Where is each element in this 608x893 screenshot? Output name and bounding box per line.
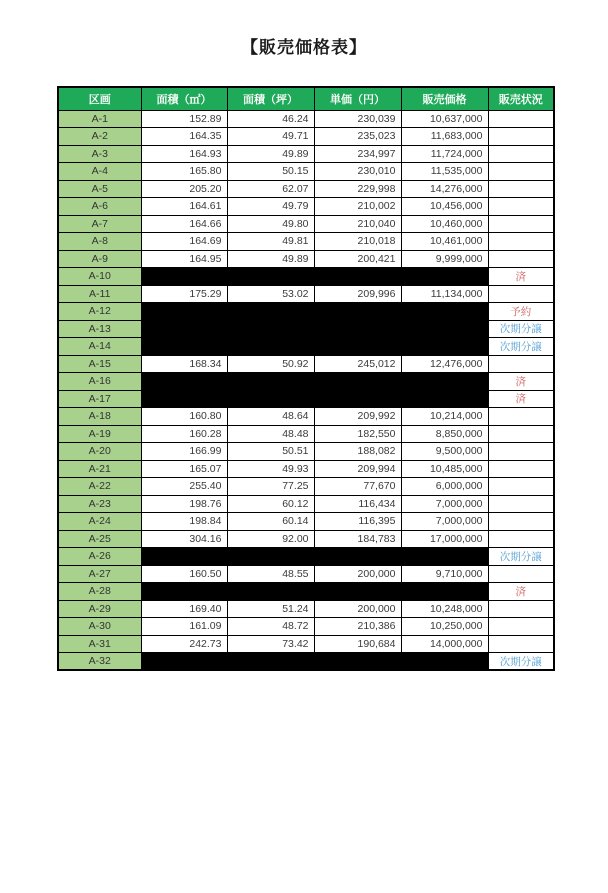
redacted-cell <box>141 390 488 408</box>
sale-price-cell: 11,134,000 <box>401 285 488 303</box>
status-cell: 次期分譲 <box>488 653 554 671</box>
status-cell <box>488 215 554 233</box>
status-cell <box>488 198 554 216</box>
sale-price-cell: 14,276,000 <box>401 180 488 198</box>
lot-cell: A-30 <box>58 618 141 636</box>
redacted-cell <box>141 338 488 356</box>
table-row <box>58 495 554 513</box>
table-row <box>58 198 554 216</box>
lot-cell: A-5 <box>58 180 141 198</box>
area-m2-cell: 166.99 <box>141 443 227 461</box>
unit-price-cell: 210,002 <box>314 198 401 216</box>
unit-price-cell: 209,994 <box>314 460 401 478</box>
lot-cell: A-17 <box>58 390 141 408</box>
sale-price-cell: 10,461,000 <box>401 233 488 251</box>
price-table-body <box>58 110 554 670</box>
area-tsubo-cell: 49.89 <box>227 250 314 268</box>
header-sale-status: 販売状況 <box>488 87 554 110</box>
area-m2-cell: 164.93 <box>141 145 227 163</box>
status-cell <box>488 513 554 531</box>
redacted-cell <box>141 653 488 671</box>
sale-price-cell: 10,485,000 <box>401 460 488 478</box>
area-tsubo-cell: 49.80 <box>227 215 314 233</box>
status-cell <box>488 408 554 426</box>
unit-price-cell: 182,550 <box>314 425 401 443</box>
lot-cell: A-28 <box>58 583 141 601</box>
area-tsubo-cell: 50.92 <box>227 355 314 373</box>
sale-price-cell: 8,850,000 <box>401 425 488 443</box>
header-lot: 区画 <box>58 87 141 110</box>
table-row <box>58 425 554 443</box>
lot-cell: A-22 <box>58 478 141 496</box>
unit-price-cell: 190,684 <box>314 635 401 653</box>
lot-cell: A-10 <box>58 268 141 286</box>
status-cell <box>488 425 554 443</box>
area-tsubo-cell: 73.42 <box>227 635 314 653</box>
area-m2-cell: 255.40 <box>141 478 227 496</box>
sale-price-cell: 7,000,000 <box>401 513 488 531</box>
unit-price-cell: 116,434 <box>314 495 401 513</box>
sale-price-cell: 11,535,000 <box>401 163 488 181</box>
status-cell: 済 <box>488 583 554 601</box>
redacted-cell <box>141 268 488 286</box>
status-cell <box>488 565 554 583</box>
price-table <box>57 86 555 671</box>
table-row <box>58 128 554 146</box>
area-tsubo-cell: 49.79 <box>227 198 314 216</box>
area-tsubo-cell: 49.89 <box>227 145 314 163</box>
area-m2-cell: 160.80 <box>141 408 227 426</box>
lot-cell: A-31 <box>58 635 141 653</box>
status-cell <box>488 233 554 251</box>
table-row <box>58 373 554 391</box>
area-m2-cell: 164.69 <box>141 233 227 251</box>
price-table-header <box>58 87 554 110</box>
area-m2-cell: 165.80 <box>141 163 227 181</box>
area-m2-cell: 169.40 <box>141 600 227 618</box>
unit-price-cell: 188,082 <box>314 443 401 461</box>
sale-price-cell: 7,000,000 <box>401 495 488 513</box>
area-tsubo-cell: 60.14 <box>227 513 314 531</box>
sale-price-cell: 10,460,000 <box>401 215 488 233</box>
status-cell <box>488 163 554 181</box>
area-tsubo-cell: 48.64 <box>227 408 314 426</box>
lot-cell: A-1 <box>58 110 141 128</box>
unit-price-cell: 200,421 <box>314 250 401 268</box>
area-tsubo-cell: 50.51 <box>227 443 314 461</box>
area-m2-cell: 304.16 <box>141 530 227 548</box>
table-row <box>58 513 554 531</box>
sale-price-cell: 10,248,000 <box>401 600 488 618</box>
unit-price-cell: 209,996 <box>314 285 401 303</box>
status-cell: 済 <box>488 390 554 408</box>
lot-cell: A-21 <box>58 460 141 478</box>
table-row <box>58 233 554 251</box>
area-tsubo-cell: 48.48 <box>227 425 314 443</box>
lot-cell: A-7 <box>58 215 141 233</box>
unit-price-cell: 230,010 <box>314 163 401 181</box>
area-tsubo-cell: 92.00 <box>227 530 314 548</box>
lot-cell: A-12 <box>58 303 141 321</box>
table-row <box>58 250 554 268</box>
status-cell <box>488 145 554 163</box>
area-tsubo-cell: 62.07 <box>227 180 314 198</box>
status-cell <box>488 600 554 618</box>
sale-price-cell: 10,637,000 <box>401 110 488 128</box>
sale-price-cell: 9,710,000 <box>401 565 488 583</box>
lot-cell: A-25 <box>58 530 141 548</box>
unit-price-cell: 210,386 <box>314 618 401 636</box>
unit-price-cell: 245,012 <box>314 355 401 373</box>
status-cell <box>488 128 554 146</box>
unit-price-cell: 116,395 <box>314 513 401 531</box>
area-m2-cell: 164.35 <box>141 128 227 146</box>
area-tsubo-cell: 77.25 <box>227 478 314 496</box>
area-m2-cell: 242.73 <box>141 635 227 653</box>
redacted-cell <box>141 548 488 566</box>
unit-price-cell: 229,998 <box>314 180 401 198</box>
status-cell: 次期分譲 <box>488 548 554 566</box>
area-m2-cell: 205.20 <box>141 180 227 198</box>
table-row <box>58 618 554 636</box>
status-cell <box>488 618 554 636</box>
lot-cell: A-4 <box>58 163 141 181</box>
lot-cell: A-24 <box>58 513 141 531</box>
status-cell <box>488 355 554 373</box>
area-tsubo-cell: 50.15 <box>227 163 314 181</box>
redacted-cell <box>141 303 488 321</box>
header-sale-price: 販売価格 <box>401 87 488 110</box>
area-tsubo-cell: 46.24 <box>227 110 314 128</box>
lot-cell: A-27 <box>58 565 141 583</box>
status-cell <box>488 285 554 303</box>
unit-price-cell: 234,997 <box>314 145 401 163</box>
sale-price-cell: 10,250,000 <box>401 618 488 636</box>
unit-price-cell: 184,783 <box>314 530 401 548</box>
page-title: 【販売価格表】 <box>241 38 367 57</box>
area-tsubo-cell: 60.12 <box>227 495 314 513</box>
table-row <box>58 320 554 338</box>
header-row <box>58 87 554 110</box>
unit-price-cell: 210,018 <box>314 233 401 251</box>
status-cell <box>488 460 554 478</box>
table-row <box>58 408 554 426</box>
status-cell <box>488 180 554 198</box>
area-m2-cell: 164.61 <box>141 198 227 216</box>
table-row <box>58 635 554 653</box>
lot-cell: A-20 <box>58 443 141 461</box>
status-cell: 済 <box>488 268 554 286</box>
lot-cell: A-26 <box>58 548 141 566</box>
area-m2-cell: 161.09 <box>141 618 227 636</box>
lot-cell: A-19 <box>58 425 141 443</box>
sale-price-cell: 17,000,000 <box>401 530 488 548</box>
lot-cell: A-32 <box>58 653 141 671</box>
unit-price-cell: 200,000 <box>314 600 401 618</box>
area-tsubo-cell: 49.81 <box>227 233 314 251</box>
header-area-m2: 面積（㎡） <box>141 87 227 110</box>
lot-cell: A-11 <box>58 285 141 303</box>
sale-price-cell: 6,000,000 <box>401 478 488 496</box>
table-row <box>58 145 554 163</box>
area-m2-cell: 198.76 <box>141 495 227 513</box>
table-row <box>58 530 554 548</box>
table-row <box>58 460 554 478</box>
sale-price-cell: 12,476,000 <box>401 355 488 373</box>
lot-cell: A-2 <box>58 128 141 146</box>
lot-cell: A-13 <box>58 320 141 338</box>
table-row <box>58 110 554 128</box>
table-row <box>58 443 554 461</box>
lot-cell: A-3 <box>58 145 141 163</box>
table-row <box>58 478 554 496</box>
status-cell: 予約 <box>488 303 554 321</box>
table-row <box>58 268 554 286</box>
status-cell <box>488 478 554 496</box>
redacted-cell <box>141 320 488 338</box>
status-cell: 次期分譲 <box>488 320 554 338</box>
area-m2-cell: 168.34 <box>141 355 227 373</box>
lot-cell: A-23 <box>58 495 141 513</box>
redacted-cell <box>141 373 488 391</box>
table-row <box>58 163 554 181</box>
area-tsubo-cell: 48.55 <box>227 565 314 583</box>
status-cell: 次期分譲 <box>488 338 554 356</box>
table-row <box>58 355 554 373</box>
sale-price-cell: 9,500,000 <box>401 443 488 461</box>
sale-price-cell: 11,683,000 <box>401 128 488 146</box>
area-tsubo-cell: 51.24 <box>227 600 314 618</box>
status-cell <box>488 495 554 513</box>
table-row <box>58 653 554 671</box>
lot-cell: A-8 <box>58 233 141 251</box>
unit-price-cell: 235,023 <box>314 128 401 146</box>
area-m2-cell: 175.29 <box>141 285 227 303</box>
sale-price-cell: 10,214,000 <box>401 408 488 426</box>
lot-cell: A-6 <box>58 198 141 216</box>
area-m2-cell: 164.66 <box>141 215 227 233</box>
area-m2-cell: 164.95 <box>141 250 227 268</box>
sale-price-cell: 14,000,000 <box>401 635 488 653</box>
area-tsubo-cell: 53.02 <box>227 285 314 303</box>
lot-cell: A-18 <box>58 408 141 426</box>
lot-cell: A-14 <box>58 338 141 356</box>
table-row <box>58 583 554 601</box>
header-area-tsubo: 面積（坪） <box>227 87 314 110</box>
lot-cell: A-29 <box>58 600 141 618</box>
sale-price-cell: 11,724,000 <box>401 145 488 163</box>
lot-cell: A-15 <box>58 355 141 373</box>
lot-cell: A-9 <box>58 250 141 268</box>
unit-price-cell: 209,992 <box>314 408 401 426</box>
sale-price-cell: 9,999,000 <box>401 250 488 268</box>
unit-price-cell: 77,670 <box>314 478 401 496</box>
unit-price-cell: 210,040 <box>314 215 401 233</box>
table-row <box>58 285 554 303</box>
table-row <box>58 180 554 198</box>
area-m2-cell: 160.28 <box>141 425 227 443</box>
status-cell <box>488 530 554 548</box>
table-row <box>58 600 554 618</box>
area-m2-cell: 198.84 <box>141 513 227 531</box>
table-row <box>58 565 554 583</box>
status-cell <box>488 250 554 268</box>
table-row <box>58 338 554 356</box>
area-m2-cell: 152.89 <box>141 110 227 128</box>
status-cell <box>488 635 554 653</box>
status-cell: 済 <box>488 373 554 391</box>
unit-price-cell: 200,000 <box>314 565 401 583</box>
table-row <box>58 548 554 566</box>
table-row <box>58 390 554 408</box>
status-cell <box>488 110 554 128</box>
area-m2-cell: 160.50 <box>141 565 227 583</box>
table-row <box>58 215 554 233</box>
lot-cell: A-16 <box>58 373 141 391</box>
area-tsubo-cell: 49.71 <box>227 128 314 146</box>
table-row <box>58 303 554 321</box>
redacted-cell <box>141 583 488 601</box>
area-tsubo-cell: 49.93 <box>227 460 314 478</box>
area-tsubo-cell: 48.72 <box>227 618 314 636</box>
area-m2-cell: 165.07 <box>141 460 227 478</box>
status-cell <box>488 443 554 461</box>
sale-price-cell: 10,456,000 <box>401 198 488 216</box>
unit-price-cell: 230,039 <box>314 110 401 128</box>
header-unit-price: 単価（円） <box>314 87 401 110</box>
